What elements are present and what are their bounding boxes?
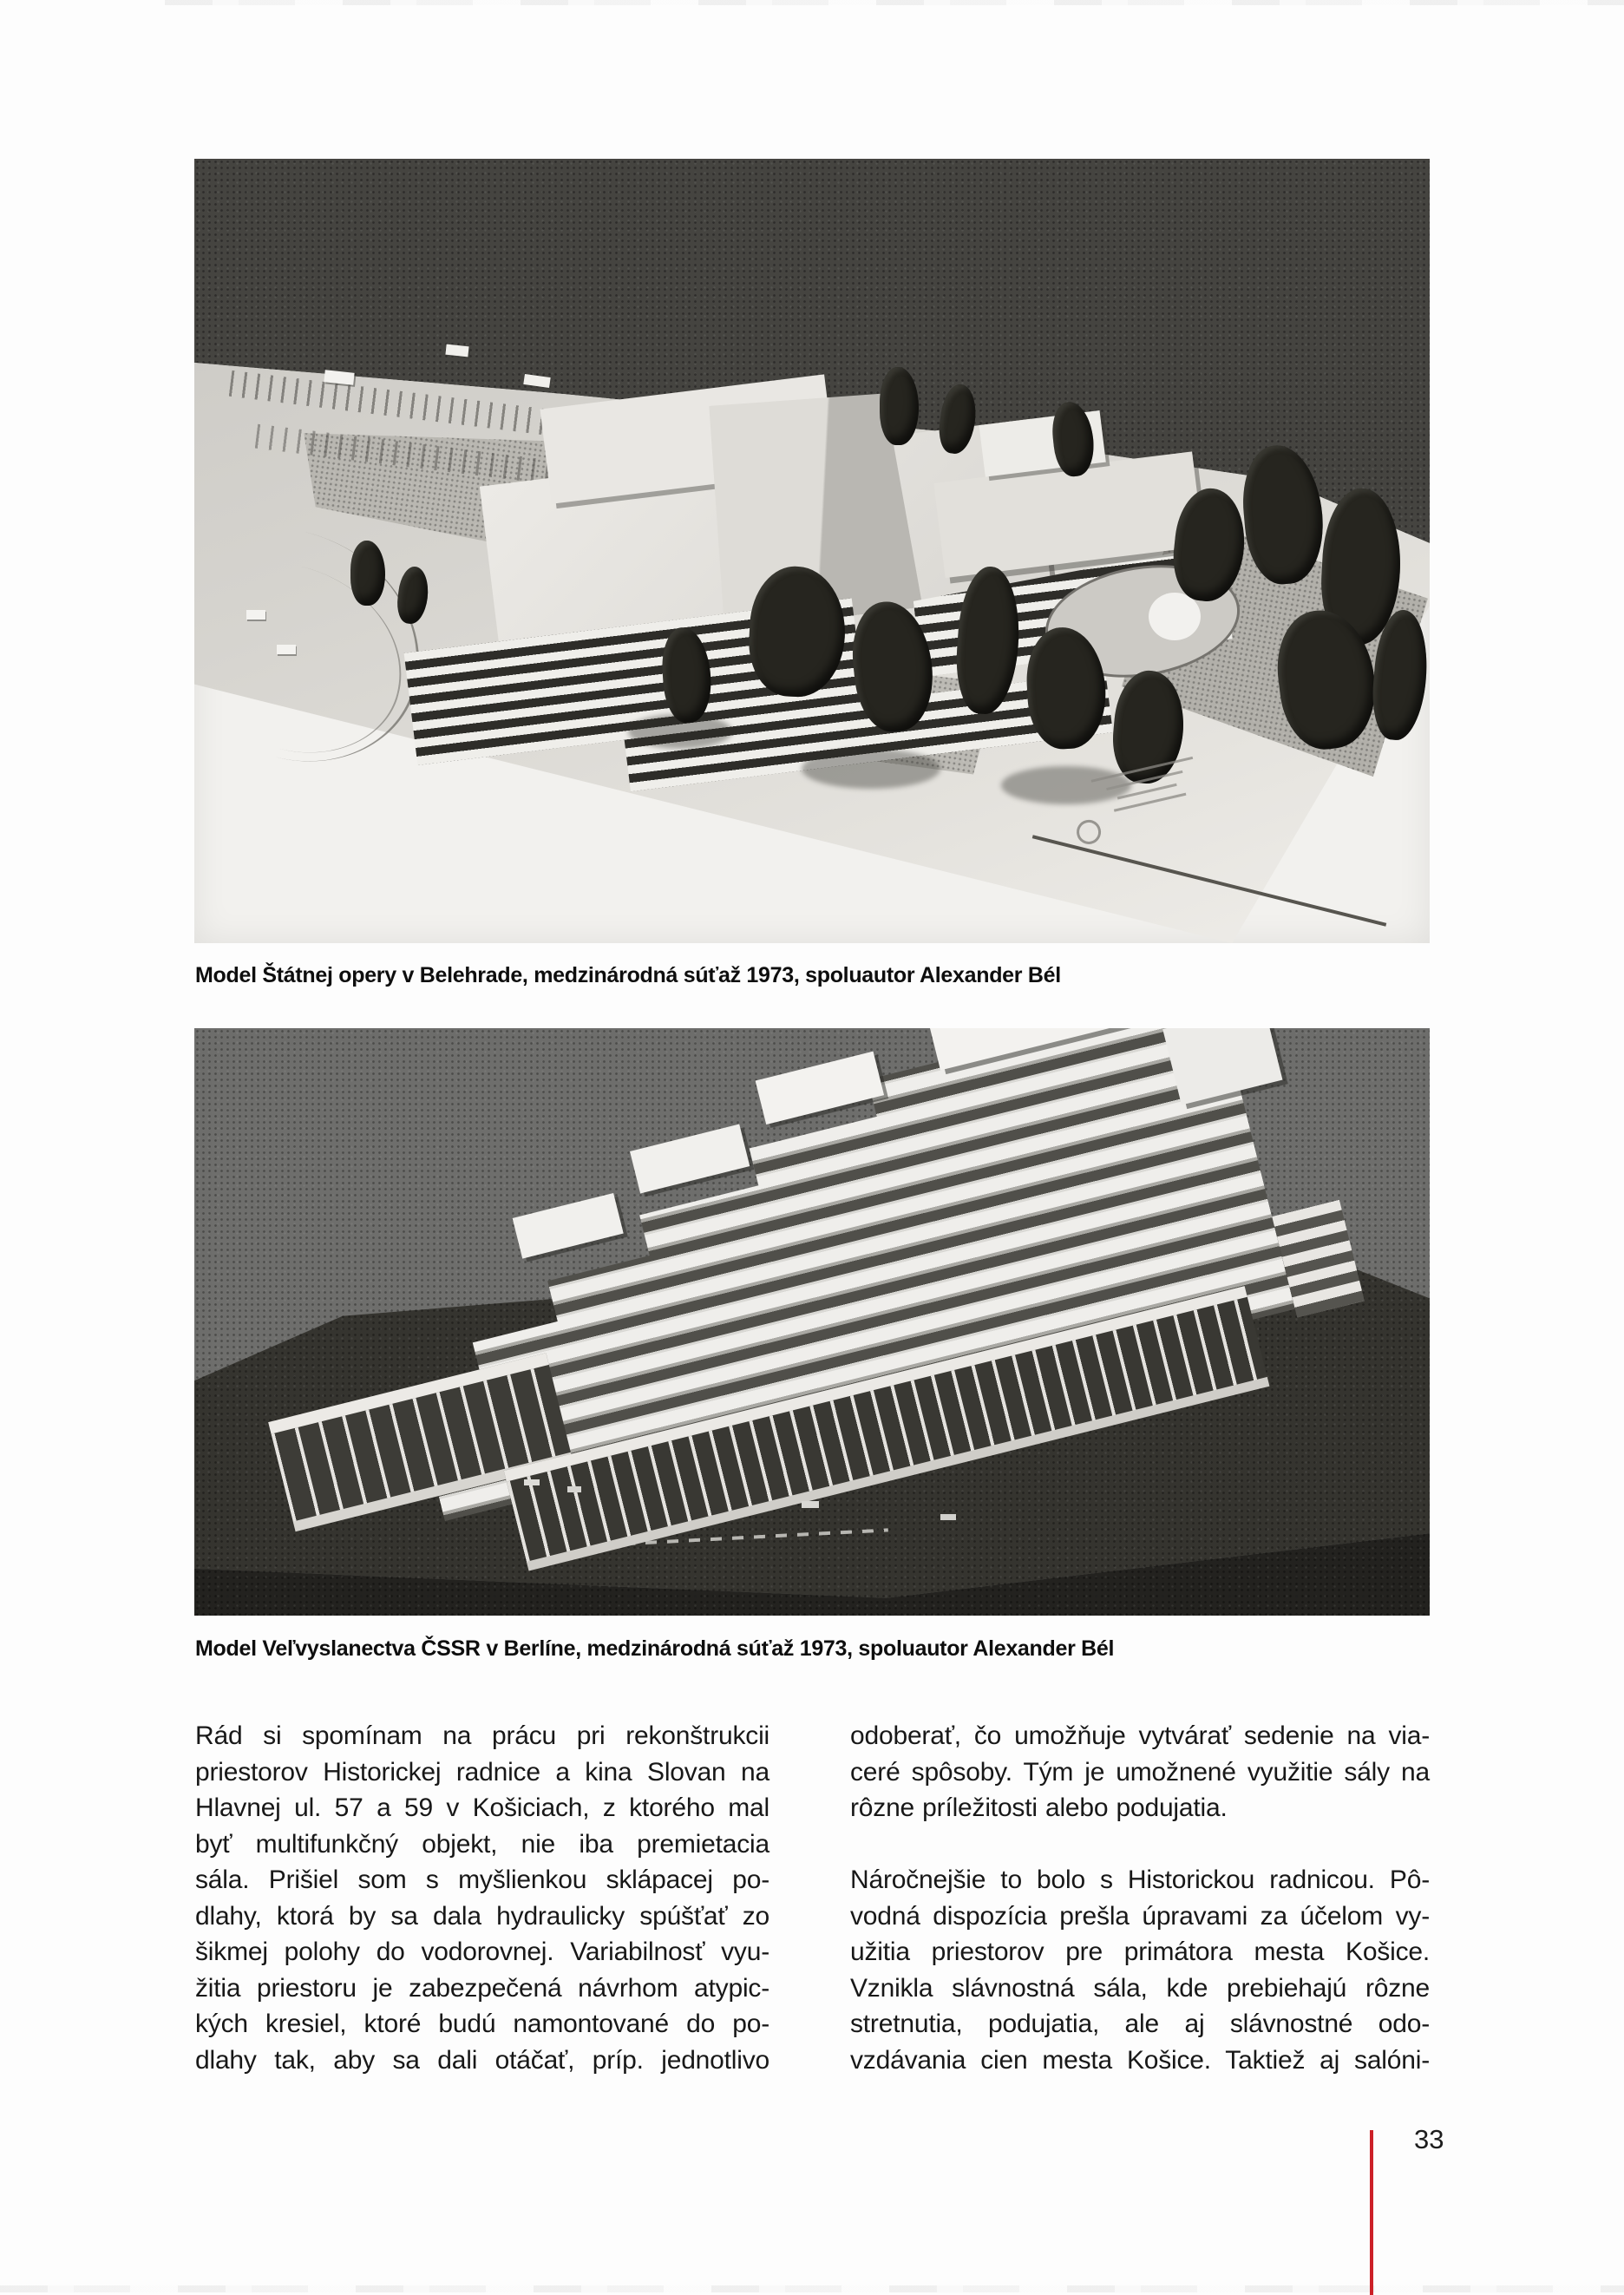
- paragraph: [195, 1718, 769, 2078]
- tree-shadow: [802, 749, 940, 789]
- photo-embassy-model: [194, 1028, 1430, 1616]
- text-line: odoberať, čo umožňuje vytvárať sedenie na via-: [850, 1721, 1430, 1750]
- text-line: vzdávania cien mesta Košice. Taktiež aj salóni-: [850, 2045, 1430, 2075]
- body-column-right: [850, 1718, 1430, 2078]
- pond-fountain-circle: [1149, 593, 1201, 640]
- paragraph: [850, 1862, 1430, 2078]
- footer-accent-rule: [1370, 2130, 1373, 2295]
- model-tree: [880, 367, 919, 445]
- text-line: ceré spôsoby. Tým je umožnené využitie sály na: [850, 1757, 1430, 1787]
- text-line: užitia priestorov pre primátora mesta Košice.: [850, 1938, 1430, 1966]
- text-line: Vznikla slávnostná sála, kde prebiehajú rôzne: [850, 1973, 1430, 2003]
- caption-opera-model: Model Štátnej opery v Belehrade, medzinárodná súťaž 1973, spoluautor Alexander Bél: [195, 963, 1061, 987]
- text-line: šikmej polohy do vodorovnej. Variabilnosť vyu-: [195, 1938, 769, 1966]
- text-line: kých kresiel, ktoré budú namontované do po-: [195, 2010, 769, 2038]
- model-tree: [350, 541, 385, 606]
- text-line: vodná dispozícia prešla úpravami za účelom vy-: [850, 1901, 1430, 1931]
- text-line: rôzne príležitosti alebo podujatia.: [850, 1793, 1228, 1822]
- text-line: stretnutia, podujatia, ale aj slávnostné odo-: [850, 2010, 1430, 2038]
- body-column-left: [195, 1718, 769, 2078]
- text-line: Hlavnej ul. 57 a 59 v Košiciach, z ktorého mal: [195, 1793, 769, 1822]
- page-number: 33: [1414, 2124, 1444, 2154]
- scan-artifact-bottom: [0, 2285, 1624, 2292]
- roof-box: [513, 1193, 624, 1259]
- roof-box: [630, 1125, 750, 1194]
- paragraph: [850, 1718, 1430, 1826]
- text-line: žitia priestoru je zabezpečená návrhom atypic-: [195, 1973, 769, 2003]
- scan-artifact-top: [165, 0, 1624, 5]
- text-line: sála. Prišiel som s myšlienkou sklápacej po-: [195, 1866, 769, 1894]
- plaza-car: [567, 1486, 581, 1492]
- caption-embassy-model: Model Veľvyslanectva ČSSR v Berlíne, medzinárodná súťaž 1973, spoluautor Alexander Bél: [195, 1636, 1115, 1661]
- model-car: [445, 344, 468, 357]
- photo-opera-model: [194, 159, 1430, 943]
- plaza-car: [940, 1514, 956, 1520]
- text-line: dlahy, ktorá by sa dala hydraulicky spúšťať zo: [195, 1901, 769, 1931]
- roof-box: [756, 1052, 884, 1125]
- text-line: priestorov Historickej radnice a kina Slovan na: [195, 1757, 769, 1787]
- text-line: Náročnejšie to bolo s Historickou radnicou. Pô-: [850, 1866, 1430, 1894]
- text-line: byť multifunkčný objekt, nie iba premietacia: [195, 1829, 769, 1859]
- plaza-car: [524, 1479, 540, 1485]
- text-line: dlahy tak, aby sa dali otáčať, príp. jednotlivo: [195, 2045, 769, 2075]
- plaza-car: [802, 1501, 819, 1508]
- text-line: Rád si spomínam na prácu pri rekonštrukcii: [195, 1721, 769, 1750]
- roof-box: [1162, 1028, 1282, 1105]
